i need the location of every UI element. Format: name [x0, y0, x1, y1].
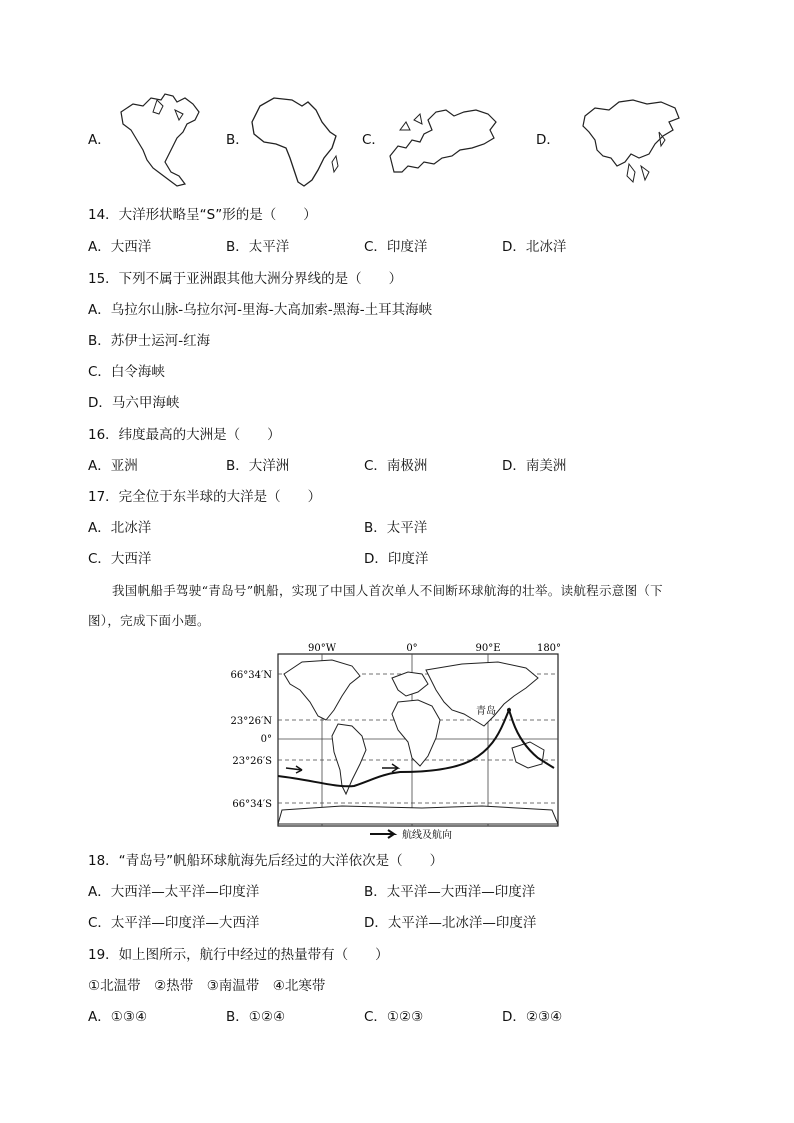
voyage-route-map — [222, 640, 572, 840]
q16-option-c[interactable]: C．南极洲 — [364, 458, 428, 474]
q18-option-a[interactable]: A．大西洋—太平洋—印度洋 — [88, 884, 260, 900]
q18-option-b[interactable]: B．太平洋—大西洋—印度洋 — [364, 884, 536, 900]
q18-option-d[interactable]: D．太平洋—北冰洋—印度洋 — [364, 915, 537, 931]
lat-label-arctic: 66°34′N — [230, 670, 272, 681]
q16-option-d[interactable]: D．南美洲 — [502, 458, 567, 474]
q19-option-c[interactable]: C．①②③ — [364, 1009, 424, 1025]
q19-option-a[interactable]: A．①③④ — [88, 1009, 148, 1025]
q13-option-d-label[interactable]: D． — [536, 132, 560, 148]
lat-label-cancer: 23°26′N — [230, 716, 272, 727]
q15-option-c[interactable]: C．白令海峡 — [88, 364, 165, 380]
q13-option-a-label[interactable]: A． — [88, 132, 111, 148]
q14-option-d[interactable]: D．北冰洋 — [502, 239, 567, 255]
q13-option-b-label[interactable]: B． — [226, 132, 249, 148]
reading-passage — [88, 576, 708, 636]
q19-zones: ①北温带 ②热带 ③南温带 ④北寒带 — [88, 978, 326, 994]
q15-option-a[interactable]: A．乌拉尔山脉-乌拉尔河-里海-大高加索-黑海-土耳其海峡 — [88, 302, 433, 318]
north-america-outline-icon — [113, 90, 213, 190]
q19-stem: 19．如上图所示，航行中经过的热量带有（ ） — [88, 947, 389, 963]
lat-label-capricorn: 23°26′S — [232, 756, 272, 767]
q18-option-c[interactable]: C．太平洋—印度洋—大西洋 — [88, 915, 260, 931]
q14-option-a[interactable]: A．大西洋 — [88, 239, 152, 255]
passage-line-2: 图），完成下面小题。 — [88, 613, 210, 628]
q14-option-c[interactable]: C．印度洋 — [364, 239, 428, 255]
legend-label: 航线及航向 — [402, 830, 452, 840]
africa-outline-icon — [246, 92, 346, 190]
lat-label-equator: 0° — [260, 734, 272, 745]
passage-line-1: 我国帆船手驾驶“青岛号”帆船，实现了中国人首次单人不间断环球航海的壮举。读航程示意图（下 — [112, 583, 663, 598]
legend-route-arrow-icon — [370, 830, 394, 838]
q14-option-b[interactable]: B．太平洋 — [226, 239, 290, 255]
q19-option-d[interactable]: D．②③④ — [502, 1009, 563, 1025]
q17-option-a[interactable]: A．北冰洋 — [88, 520, 152, 536]
q15-option-b[interactable]: B．苏伊士运河-红海 — [88, 333, 211, 349]
q16-option-a[interactable]: A．亚洲 — [88, 458, 138, 474]
q17-stem: 17．完全位于东半球的大洋是（ ） — [88, 489, 322, 505]
asia-outline-icon — [575, 92, 685, 190]
map-continents — [278, 660, 558, 824]
q16-stem: 16．纬度最高的大洲是（ ） — [88, 427, 281, 443]
q17-option-c[interactable]: C．大西洋 — [88, 551, 152, 567]
route-arrow-icon — [286, 766, 302, 773]
lon-label-90w: 90°W — [307, 643, 337, 654]
lon-label-90e: 90°E — [475, 643, 501, 654]
q15-stem: 15．下列不属于亚洲跟其他大洲分界线的是（ ） — [88, 271, 403, 287]
q17-option-b[interactable]: B．太平洋 — [364, 520, 428, 536]
q17-option-d[interactable]: D．印度洋 — [364, 551, 429, 567]
q18-stem: 18．“青岛号”帆船环球航海先后经过的大洋依次是（ ） — [88, 853, 444, 869]
lon-label-0: 0° — [406, 643, 418, 654]
q16-option-b[interactable]: B．大洋洲 — [226, 458, 290, 474]
qingdao-label: 青岛 — [476, 706, 496, 717]
lat-label-antarctic: 66°34′S — [232, 799, 272, 810]
route-arrow-icon — [382, 764, 398, 772]
q13-option-c-label[interactable]: C． — [362, 132, 385, 148]
lon-label-180: 180° — [536, 643, 562, 654]
q14-stem: 14．大洋形状略呈“S”形的是（ ） — [88, 207, 317, 223]
q15-option-d[interactable]: D．马六甲海峡 — [88, 395, 180, 411]
europe-outline-icon — [384, 100, 504, 180]
q19-option-b[interactable]: B．①②④ — [226, 1009, 286, 1025]
